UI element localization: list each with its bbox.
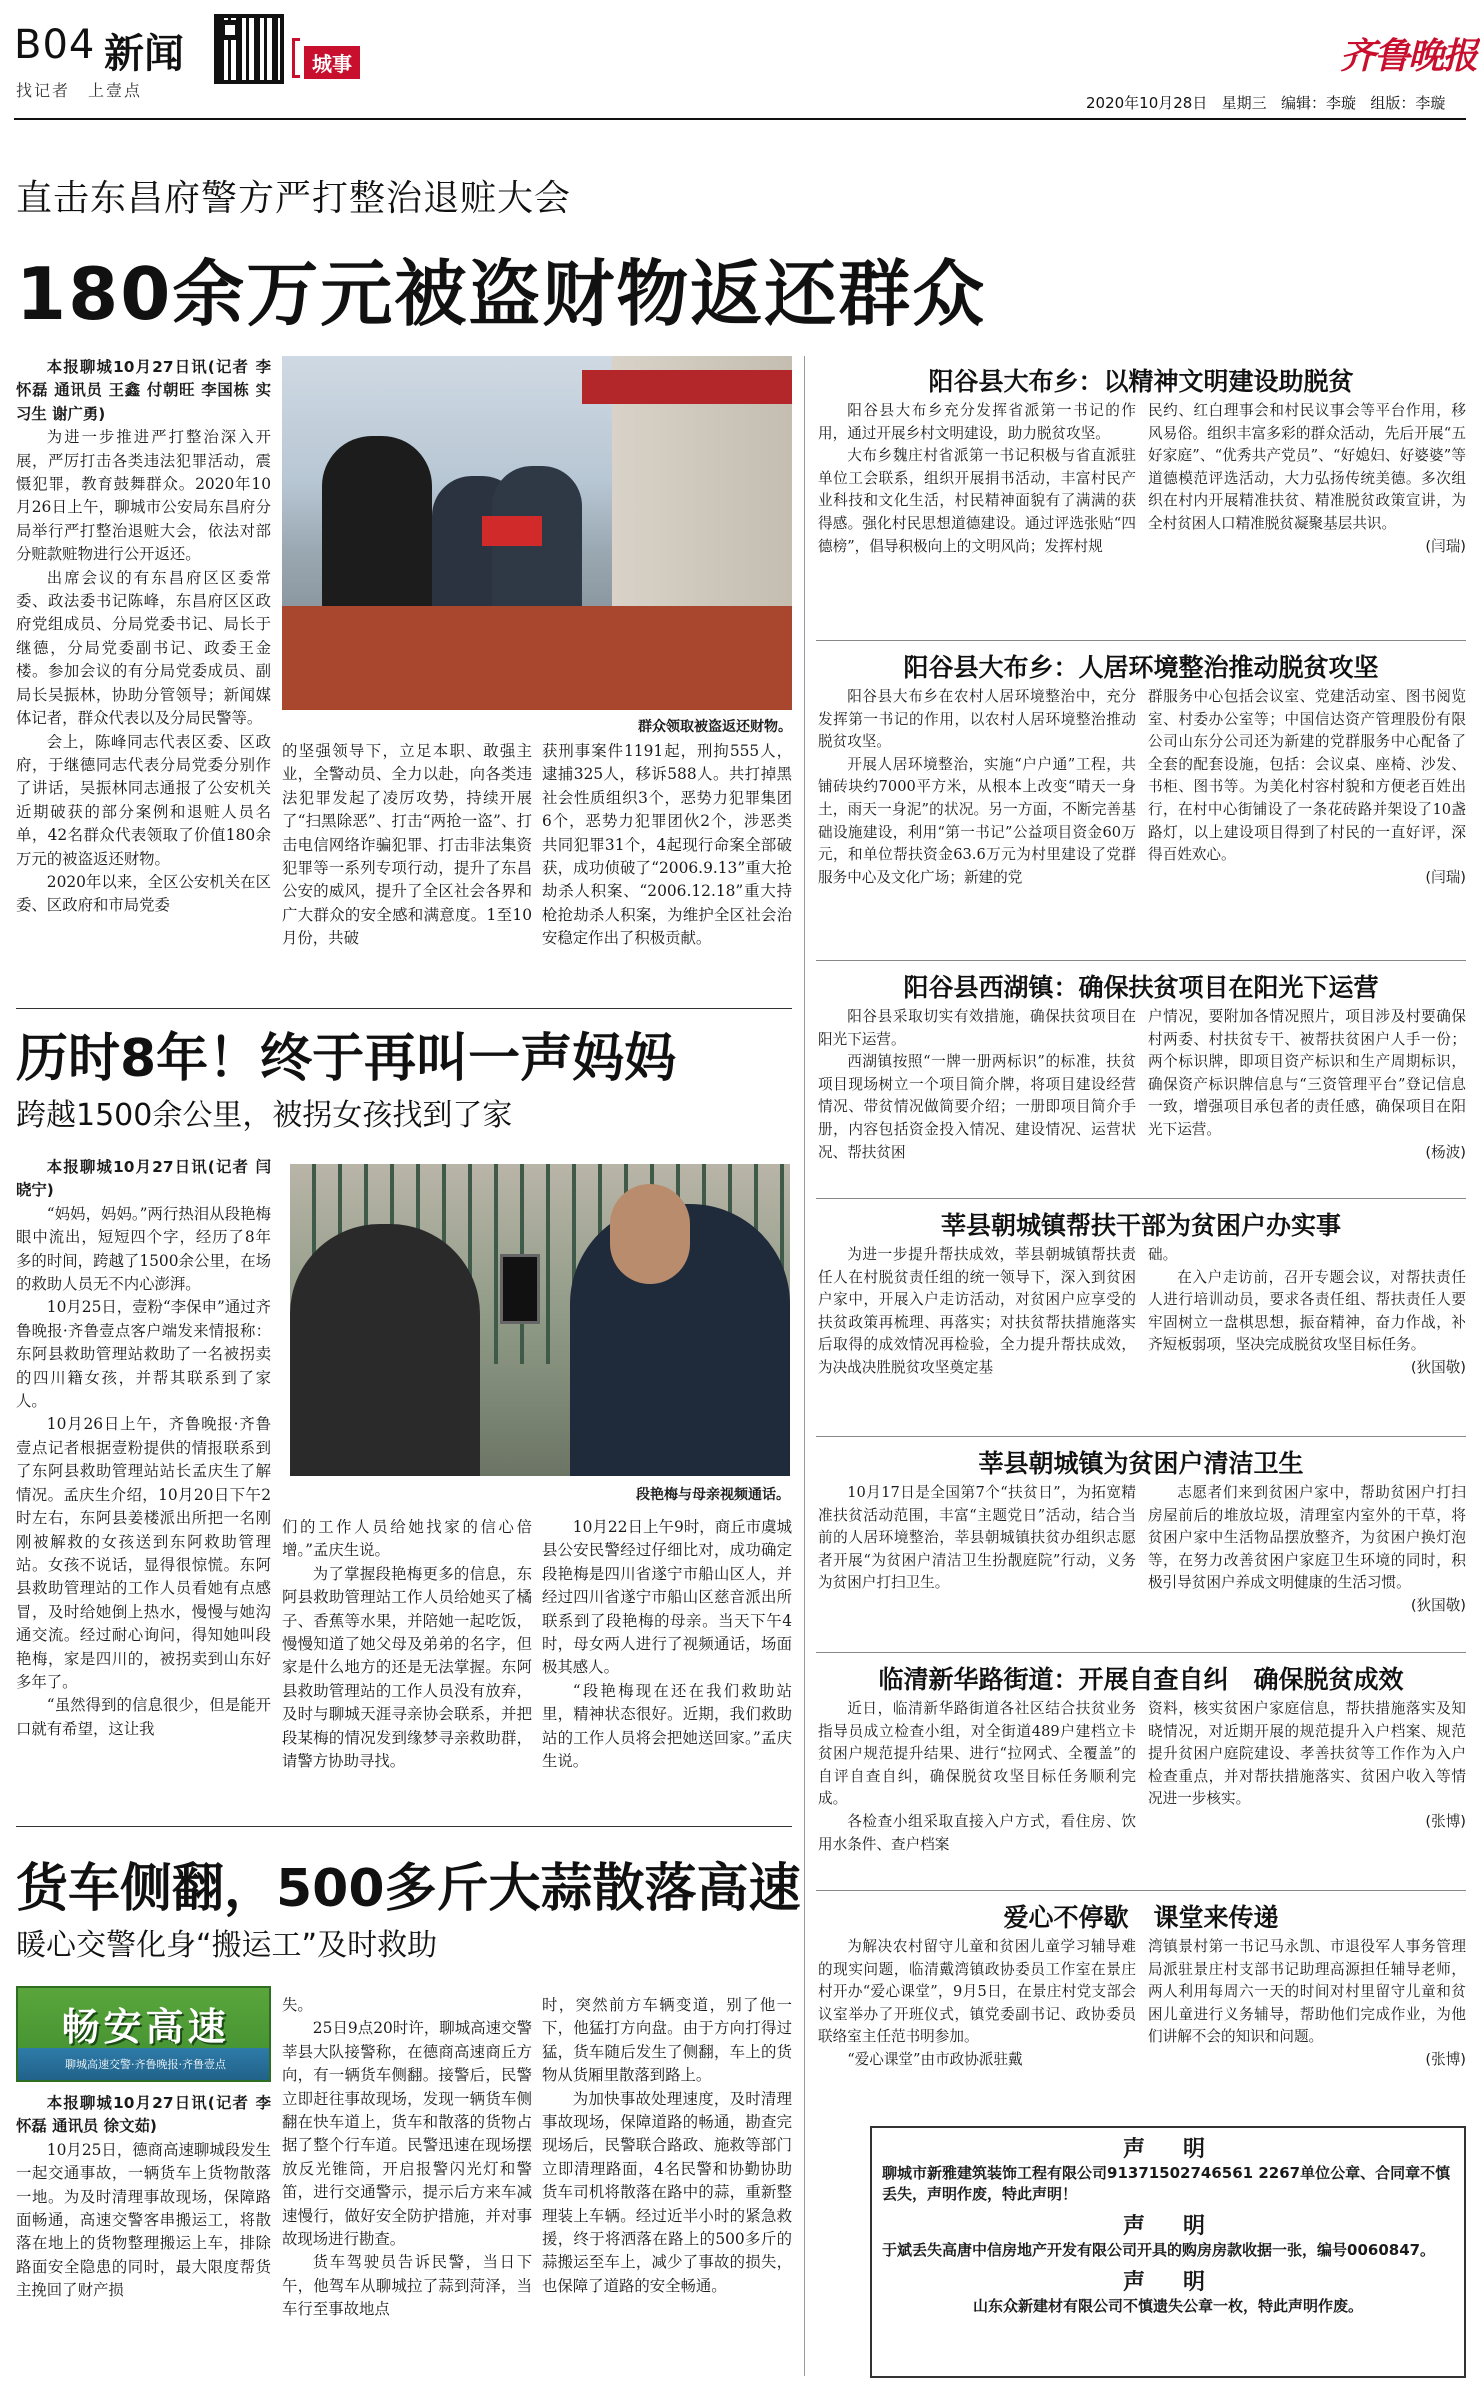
notice-title: 声 明 — [1122, 2270, 1213, 2295]
story2-paragraph: 们的工作人员给她找家的信心倍增。”孟庆生说。 — [282, 1518, 532, 1560]
story1-paragraph: 2020年以来，全区公安机关在区委、区政府和市局党委 — [16, 872, 271, 915]
brief7-signature: (张博) — [1425, 2050, 1466, 2068]
story1-column-2 — [282, 740, 532, 996]
brief6-right — [1148, 1698, 1466, 1884]
notice-body: 于斌丢失高唐中信房地产开发有限公司开具的购房房款收据一张，编号0060847。 — [882, 2241, 1436, 2259]
brief5-title: 莘县朝城镇为贫困户清洁卫生 — [978, 1449, 1304, 1478]
brief2-right — [1148, 686, 1466, 952]
brief6-paragraph: 资料，核实贫困户家庭信息，帮扶措施落实及知晓情况，对近期开展的规范提升入户档案、规范提升贫困户庭院建设、孝善扶贫等工作作为入户检查重点，并对帮扶措施落实、贫困户收入等情况进一步核实。 — [1148, 1700, 1466, 1808]
brief6-paragraph: 各检查小组采取直接入户方式，看住房、饮用水条件、查户档案 — [818, 1812, 1136, 1853]
brief3-signature: (杨波) — [1425, 1143, 1466, 1161]
brief3-right — [1148, 1006, 1466, 1192]
brief4-title: 莘县朝城镇帮扶干部为贫困户办实事 — [940, 1211, 1341, 1240]
brief3-paragraph: 西湖镇按照“一牌一册两标识”的标准，扶贫项目现场树立一个项目简介牌，将项目建设经营情况、带贫情况做简要介绍；一册即项目简介手册，内容包括资金投入情况、建设情况、运营状况、帮扶贫困 — [818, 1053, 1136, 1161]
story2-lead: 本报聊城10月27日讯(记者 闫晓宁) — [16, 1158, 271, 1200]
brief5-left — [818, 1482, 1136, 1646]
notice-title: 声 明 — [1122, 2214, 1213, 2239]
brief3-left — [818, 1006, 1136, 1192]
notice-body: 山东众新建材有限公司不慎遗失公章一枚，特此声明作废。 — [972, 2297, 1363, 2315]
brief6-left — [818, 1698, 1136, 1884]
brief4-right — [1148, 1244, 1466, 1430]
brief5-paragraph: 志愿者们来到贫困户家中，帮助贫困户打扫房屋前后的堆放垃圾，清理室内室外的干草，将贫困户家中生活物品摆放整齐，为贫困户换灯泡等，在努力改善贫困户家庭卫生环境的同时，积极引导贫困户养成文明健康的生活习惯。 — [1148, 1484, 1466, 1592]
column-logo-sub: 聊城高速交警·齐鲁晚报·齐鲁壹点 — [65, 2058, 226, 2071]
notice-body: 聊城市新雅建筑装饰工程有限公司91371502746561 2267单位公章、合同章不慎丢失，声明作废，特此声明！ — [882, 2164, 1451, 2203]
brief7-title: 爱心不停歇 课堂来传递 — [1003, 1903, 1279, 1932]
editor-text: 编辑：李璇 — [1281, 94, 1357, 112]
story1-column-3 — [542, 740, 792, 996]
section-name: 新闻 — [104, 31, 184, 77]
brief5-right — [1148, 1482, 1466, 1646]
story2-paragraph: 10月25日，壹粉“李保申”通过齐鲁晚报·齐鲁壹点客户端发来情报称：东阿县救助管理站救助了一名被拐卖的四川籍女孩，并帮其联系到了家人。 — [16, 1298, 271, 1411]
story3-paragraph: 25日9点20时许，聊城高速交警莘县大队接警称，在德商高速商丘方向，有一辆货车侧翻。接警后，民警立即赶往事故现场，发现一辆货车侧翻在快车道上，货车和散落的货物占据了整个行车道。民警迅速在现场摆放反光锥筒，开启报警闪光灯和警笛，进行交通警示，提示后方来车减速慢行，做好安全防护措施，并对事故现场进行勘查。 — [282, 2019, 532, 2249]
page-column-separator — [804, 356, 805, 2376]
brief6-signature: (张博) — [1425, 1812, 1466, 1830]
story2-photo — [290, 1164, 790, 1476]
story2-paragraph: 为了掌握段艳梅更多的信息，东阿县救助管理站工作人员给她买了橘子、香蕉等水果，并陪她一起吃饭，慢慢知道了她父母及弟弟的名字，但家是什么地方的还是无法掌握。东阿县救助管理站的工作人员没有放弃，及时与聊城天涯寻亲协会联系，并把段某梅的情况发到缘梦寻亲救助群，请警方协助寻找。 — [282, 1564, 532, 1771]
brief5-signature: (狄国敬) — [1410, 1596, 1466, 1614]
brief-divider — [816, 960, 1466, 961]
brief4-paragraph: 在入户走访前，召开专题会议，对帮扶责任人进行培训动员，要求各责任组、帮扶责任人要牢固树立一盘棋思想，振奋精神，奋力作战，补齐短板弱项，坚决完成脱贫攻坚目标任务。 — [1148, 1268, 1466, 1354]
story1-headline: 180余万元被盗财物返还群众 — [16, 252, 987, 336]
story3-paragraph: 10月25日，德商高速聊城段发生一起交通事故，一辆货车上货物散落一地。为及时清理事故现场，保障路面畅通，高速交警客串搬运工，将散落在地上的货物整理搬运上车，排除路面安全隐患的同时，最大限度帮货主挽回了财产损 — [16, 2140, 271, 2300]
column-logo — [16, 1986, 271, 2082]
story3-paragraph: 失。 — [282, 1996, 313, 2014]
brief2-left — [818, 686, 1136, 952]
story3-paragraph: 货车驾驶员告诉民警，当日下午，他驾车从聊城拉了蒜到菏泽，当车行至事故地点 — [282, 2253, 532, 2319]
brief1-paragraph: 大布乡魏庄村省派第一书记积极与省直派驻单位工会联系，组织开展捐书活动，丰富村民产业科技和文化生活，村民精神面貌有了满满的获得感。强化村民思想道德建设。通过评选张贴“四德榜”，倡导积极向上的文明风尚；发挥村规 — [818, 447, 1136, 555]
brief1-left — [818, 400, 1136, 632]
story1-paragraph: 会上，陈峰同志代表区委、区政府，于继德同志代表分局党委分别作了讲话，吴振林同志通报了公安机关近期破获的部分案例和退赃人员名单，42名群众代表领取了价值180余万元的被盗返还财物。 — [16, 732, 271, 868]
story1-paragraph: 出席会议的有东昌府区区委常委、政法委书记陈峰，东昌府区区政府党组成员、分局党委书记、局长于继德，分局党委副书记、政委王金楼。参加会议的有分局党委成员、副局长吴振林，协助分管领导；新闻媒体记者，群众代表以及分局民警等。 — [16, 568, 271, 728]
brief7-left — [818, 1936, 1136, 2116]
find-reporter-text: 找记者 上壹点 — [16, 81, 143, 100]
brief1-signature: (闫瑞) — [1425, 537, 1466, 555]
story1-column-1 — [16, 356, 271, 996]
story2-column-2 — [282, 1516, 532, 1812]
brief1-right — [1148, 400, 1466, 632]
photo-banner — [582, 370, 792, 404]
brief3-paragraph: 户情况，要附加各情况照片，项目涉及村要确保村两委、村扶贫专干、被帮扶贫困户人手一份；两个标识牌，即项目资产标识和生产周期标识，确保资产标识牌信息与“三资管理平台”登记信息一致，增强项目承包者的责任感，确保项目在阳光下运营。 — [1148, 1008, 1466, 1138]
brief3-title: 阳谷县西湖镇：确保扶贫项目在阳光下运营 — [903, 973, 1379, 1002]
photo-red-envelope — [482, 516, 542, 546]
brief-divider — [816, 1436, 1466, 1437]
story2-paragraph: “虽然得到的信息很少，但是能开口就有希望，这让我 — [16, 1696, 271, 1738]
story2-column-1 — [16, 1156, 271, 1812]
story3-paragraph: 为加快事故处理速度，及时清理事故现场，保障道路的畅通，勘查完现场后，民警联合路政、施救等部门立即清理路面，4名民警和协勤协助货车司机将散落在路中的蒜，重新整理装上车辆。经过近半小时的紧急救援，终于将洒落在路上的500多斤的蒜搬运至车上，减少了事故的损失，也保障了道路的安全畅通。 — [542, 2089, 792, 2295]
brief-divider — [816, 640, 1466, 641]
story2-paragraph: “妈妈，妈妈。”两行热泪从段艳梅眼中流出，短短四个字，经历了8年多的时间，跨越了1500余公里，在场的救助人员无不内心澎湃。 — [16, 1204, 271, 1294]
photo-officer-face — [610, 1184, 690, 1284]
story3-subhead: 暖心交警化身“搬运工”及时救助 — [16, 1928, 438, 1963]
brief-divider — [816, 1198, 1466, 1199]
masthead-rule — [14, 118, 1466, 120]
story2-paragraph: “段艳梅现在还在我们救助站里，精神状态很好。近期，我们救助站的工作人员将会把她送回家。”孟庆生说。 — [542, 1681, 792, 1771]
weekday-text: 星期三 — [1221, 94, 1267, 112]
story3-paragraph: 时，突然前方车辆变道，别了他一下，他猛打方向盘。由于方向打得过猛，货车随后发生了侧翻，车上的货物从货厢里散落到路上。 — [542, 1996, 792, 2085]
notices-box — [870, 2126, 1466, 2378]
story3-lead: 本报聊城10月27日讯(记者 李怀磊 通讯员 徐文茹) — [16, 2094, 271, 2136]
story2-divider — [16, 1826, 792, 1827]
brief4-paragraph: 础。 — [1148, 1246, 1178, 1263]
brief1-paragraph: 民约、红白理事会和村民议事会等平台作用，移风易俗。组织丰富多彩的群众活动，先后开展“五好家庭”、“优秀共产党员”、“好媳妇、好婆婆”等道德模范评选活动，大力弘扬传统美德。多次组织在村内开展精准扶贫、精准脱贫政策宣讲，为全村贫困人口精准脱贫凝聚基层共识。 — [1148, 402, 1466, 532]
photo-phone — [500, 1254, 540, 1324]
qr-code-corner — [220, 20, 240, 40]
brief7-paragraph: 为解决农村留守儿童和贫困儿童学习辅导难的现实问题，临清戴湾镇政协委员工作室在景庄村开办“爱心课堂”，9月5日，在景庄村党支部会议室举办了开班仪式，镇党委副书记、政协委员联络室主任范书明参加。 — [818, 1938, 1136, 2046]
story2-caption: 段艳梅与母亲视频通话。 — [636, 1487, 790, 1503]
story2-column-3 — [542, 1516, 792, 1812]
section-tag: 城事 — [304, 46, 360, 79]
brief6-title: 临清新华路街道：开展自查自纠 确保脱贫成效 — [878, 1665, 1404, 1694]
story1-divider — [16, 1008, 792, 1009]
brief1-title: 阳谷县大布乡：以精神文明建设助脱贫 — [928, 367, 1354, 396]
brief2-signature: (闫瑞) — [1425, 868, 1466, 886]
story3-headline: 货车侧翻，500多斤大蒜散落高速 — [16, 1859, 801, 1919]
story3-column-2 — [282, 1994, 532, 2376]
section-tag-bracket — [292, 38, 300, 78]
brief1-paragraph: 阳谷县大布乡充分发挥省派第一书记的作用，通过开展乡村文明建设，助力脱贫攻坚。 — [818, 402, 1136, 442]
story2-paragraph: 10月22日上午9时，商丘市虞城县公安民警经过仔细比对，成功确定段艳梅是四川省遂宁市船山区人，并经过四川省遂宁市船山区慈音派出所联系到了段艳梅的母亲。当天下午4时，母女两人进行了视频通话，场面极其感人。 — [542, 1518, 792, 1677]
brief4-signature: (狄国敬) — [1410, 1358, 1466, 1376]
story2-headline: 历时8年！终于再叫一声妈妈 — [16, 1029, 677, 1089]
issue-date — [1086, 92, 1445, 113]
brief5-paragraph: 10月17日是全国第7个“扶贫日”，为拓宽精准扶贫活动范围，丰富“主题党日”活动，结合当前的人居环境整治，莘县朝城镇扶贫办组织志愿者开展“为贫困户清洁卫生扮靓庭院”行动，义务为贫困户打扫卫生。 — [818, 1484, 1136, 1592]
brief6-paragraph: 近日，临清新华路街道各社区结合扶贫业务指导员成立检查小组，对全街道489户建档立卡贫困户规范提升结果、进行“拉网式、全覆盖”的自评自查自纠，确保脱贫攻坚目标任务顺利完成。 — [818, 1700, 1136, 1808]
brief2-paragraph: 群服务中心包括会议室、党建活动室、图书阅览室、村委办公室等；中国信达资产管理股份有限公司山东分公司还为新建的党群服务中心配备了全套的配套设施，包括：会议桌、座椅、沙发、书柜、图书等。为美化村容村貌和方便老百姓出行，在村中心街铺设了一条花砖路并架设了10盏路灯，以上建设项目得到了村民的一直好评，深得百姓欢心。 — [1148, 688, 1466, 864]
brief2-paragraph: 开展人居环境整治，实施“户户通”工程，共铺砖块约7000平方米，从根本上改变“晴天一身土，雨天一身泥”的状况。另一方面，不断完善基础设施建设，利用“第一书记”公益项目资金60万元，和单位帮扶资金63.6万元为村里建设了党群服务中心及文化广场；新建的党 — [818, 755, 1136, 886]
photo-girl — [290, 1224, 480, 1476]
column-logo-title: 畅安高速 — [61, 2005, 230, 2049]
date-text: 2020年10月28日 — [1086, 94, 1208, 112]
brief7-paragraph: “爱心课堂”由市政协派驻戴 — [847, 2050, 1023, 2068]
story3-column-3 — [542, 1994, 792, 2376]
layout-text: 组版：李璇 — [1370, 94, 1446, 112]
brief3-paragraph: 阳谷县采取切实有效措施，确保扶贫项目在阳光下运营。 — [818, 1008, 1136, 1048]
story1-paragraph: 获刑事案件1191起，刑拘555人，逮捕325人，移诉588人。共打掉黑社会性质组织3个，恶势力犯罪集团6个，恶势力犯罪团伙2个，涉恶类共同犯罪31个，4起现行命案全部破获，成功侦破了“2006.9.13”重大抢劫杀人积案、“2006.12.18”重大持枪抢劫杀人积案，为维护全区社会治安稳定作出了积极贡献。 — [542, 742, 792, 948]
brief-divider — [816, 1890, 1466, 1891]
brief-divider — [816, 1652, 1466, 1653]
brief2-paragraph: 阳谷县大布乡在农村人居环境整治中，充分发挥第一书记的作用，以农村人居环境整治推动脱贫攻坚。 — [818, 688, 1136, 751]
photo-table — [282, 606, 792, 710]
story1-photo — [282, 356, 792, 710]
masthead — [0, 0, 1480, 120]
brief2-title: 阳谷县大布乡：人居环境整治推动脱贫攻坚 — [903, 653, 1379, 682]
newspaper-logo: 齐鲁晚报 — [1340, 35, 1477, 77]
story1-lead: 本报聊城10月27日讯(记者 李怀磊 通讯员 王鑫 付朝旺 李国栋 实习生 谢广勇) — [16, 358, 271, 423]
brief7-right — [1148, 1936, 1466, 2116]
story2-subhead: 跨越1500余公里，被拐女孩找到了家 — [16, 1098, 513, 1133]
page-number: B04 — [14, 22, 96, 68]
story2-paragraph: 10月26日上午，齐鲁晚报·齐鲁壹点记者根据壹粉提供的情报联系到了东阿县救助管理站站长孟庆生了解情况。孟庆生介绍，10月20日下午2时左右，东阿县姜楼派出所把一名刚刚被解救的女孩送到东阿救助管理站。女孩不说话，显得很惊慌。东阿县救助管理站的工作人员看她有点感冒，及时给她倒上热水，慢慢与她沟通交流。经过耐心询问，得知她叫段艳梅，家是四川的，被拐卖到山东好多年了。 — [16, 1415, 271, 1691]
story3-column-1 — [16, 2092, 271, 2376]
brief4-paragraph: 为进一步提升帮扶成效，莘县朝城镇帮扶责任人在村脱贫责任组的统一领导下，深入到贫困户家中，开展入户走访活动，对贫困户应享受的扶贫政策再梳理、再落实；对扶贫帮扶措施落实后取得的成效情况再检验，全力提升帮扶成效，为决战决胜脱贫攻坚奠定基 — [818, 1246, 1136, 1376]
notice-title: 声 明 — [1122, 2137, 1213, 2162]
brief7-paragraph: 湾镇景村第一书记马永凯、市退役军人事务管理局派驻景庄村支部书记助理高源担任辅导老师，两人利用每周六一天的时间对村里留守儿童和贫困儿童进行义务辅导，帮助他们完成作业，为他们讲解不会的知识和问题。 — [1148, 1938, 1466, 2046]
story1-paragraph: 为进一步推进严打整治深入开展，严厉打击各类违法犯罪活动，震慑犯罪，教育鼓舞群众。2020年10月26日上午，聊城市公安局东昌府分局举行严打整治退赃大会，依法对部分赃款赃物进行公开返还。 — [16, 428, 271, 564]
story1-caption: 群众领取被盗返还财物。 — [638, 719, 792, 735]
brief4-left — [818, 1244, 1136, 1430]
story1-kicker: 直击东昌府警方严打整治退赃大会 — [16, 178, 572, 219]
story1-paragraph: 的坚强领导下，立足本职、敢强主业，全警动员、全力以赴，向各类违法犯罪发起了凌厉攻势，持续开展了“扫黑除恶”、打击“两抢一盗”、打击电信网络诈骗犯罪、打击非法集资犯罪等一系列专项行动，提升了东昌公安的威风，提升了全区社会各界和广大群众的安全感和满意度。1至10月份，共破 — [282, 742, 532, 948]
